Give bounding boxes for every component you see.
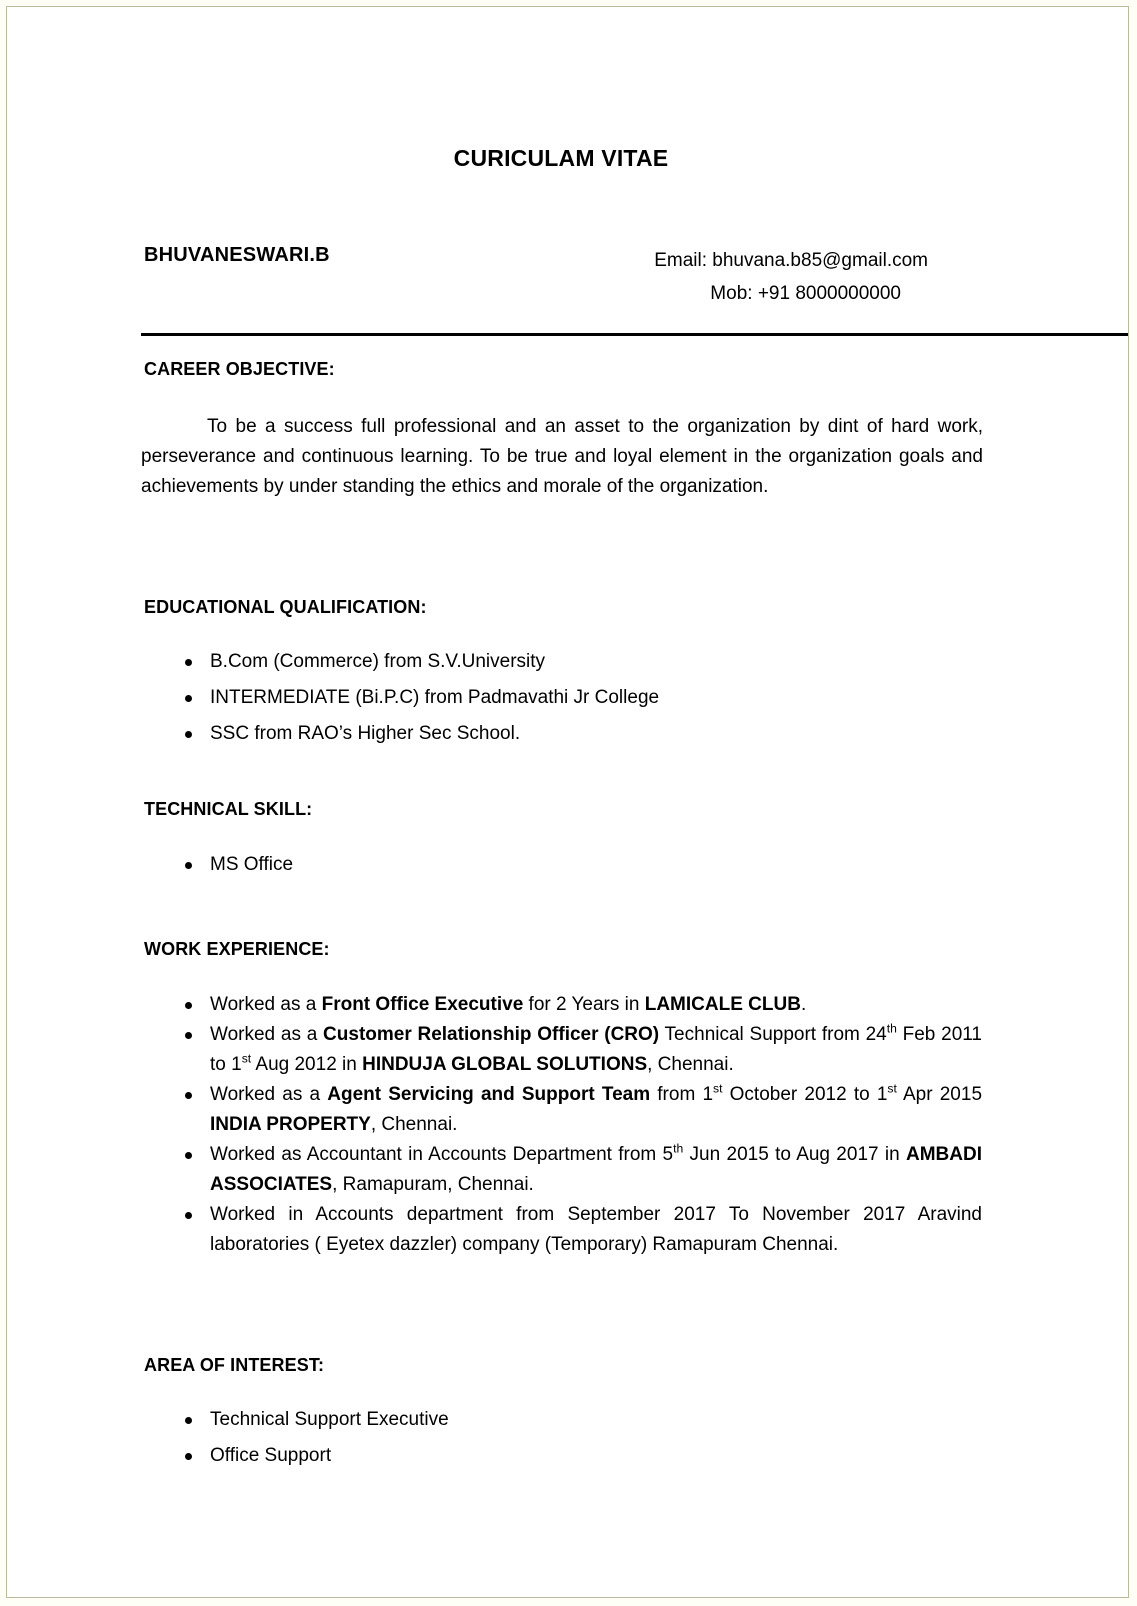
section-heading-area-of-interest: AREA OF INTEREST: <box>144 1355 325 1375</box>
list-item: INTERMEDIATE (Bi.P.C) from Padmavathi Jr College <box>138 683 984 713</box>
list-item: Worked as Accountant in Accounts Department from 5th Jun 2015 to Aug 2017 in AMBADI ASSOCIATES, Ramapuram, Chennai. <box>138 1140 984 1200</box>
page-title: CURICULAM VITAE <box>453 145 669 171</box>
candidate-name: BHUVANESWARI.B <box>144 244 330 266</box>
section-heading-work-experience: WORK EXPERIENCE: <box>144 939 330 959</box>
list-item: SSC from RAO’s Higher Sec School. <box>138 719 984 749</box>
list-item: Worked as a Agent Servicing and Support Team from 1st October 2012 to 1st Apr 2015 INDIA PROPERTY, Chennai. <box>138 1080 984 1140</box>
mobile-text: Mob: +91 8000000000 <box>710 283 901 304</box>
career-objective-body: To be a success full professional and an asset to the organization by dint of hard work, perseverance and continuous learning. To be true and loyal element in the organization goals and achievements by under standing the ethics and morale of the organization. <box>141 416 983 497</box>
section-heading-education: EDUCATIONAL QUALIFICATION: <box>144 597 427 617</box>
list-item: Worked as a Front Office Executive for 2 Years in LAMICALE CLUB. <box>138 990 984 1020</box>
list-item: Office Support <box>138 1441 984 1471</box>
email-text: Email: bhuvana.b85@gmail.com <box>654 250 928 271</box>
list-item: Technical Support Executive <box>138 1405 984 1435</box>
list-item: MS Office <box>138 850 984 880</box>
section-heading-career-objective: CAREER OBJECTIVE: <box>144 359 335 379</box>
work-experience-list <box>138 990 984 1260</box>
career-objective-text <box>141 412 983 502</box>
list-item: B.Com (Commerce) from S.V.University <box>138 647 984 677</box>
technical-skill-list <box>138 850 984 880</box>
education-list <box>138 647 984 755</box>
list-item: Worked as a Customer Relationship Officer (CRO) Technical Support from 24th Feb 2011 to 1st Aug 2012 in HINDUJA GLOBAL SOLUTIONS, Chennai. <box>138 1020 984 1080</box>
section-heading-technical-skill: TECHNICAL SKILL: <box>144 799 313 819</box>
contact-details <box>468 244 928 310</box>
list-item: Worked in Accounts department from September 2017 To November 2017 Aravind laboratories ( Eyetex dazzler) company (Temporary) Ramapuram Chennai. <box>138 1200 984 1260</box>
resume-page <box>6 6 1129 1598</box>
area-of-interest-list <box>138 1405 984 1477</box>
header-divider <box>141 333 1129 336</box>
